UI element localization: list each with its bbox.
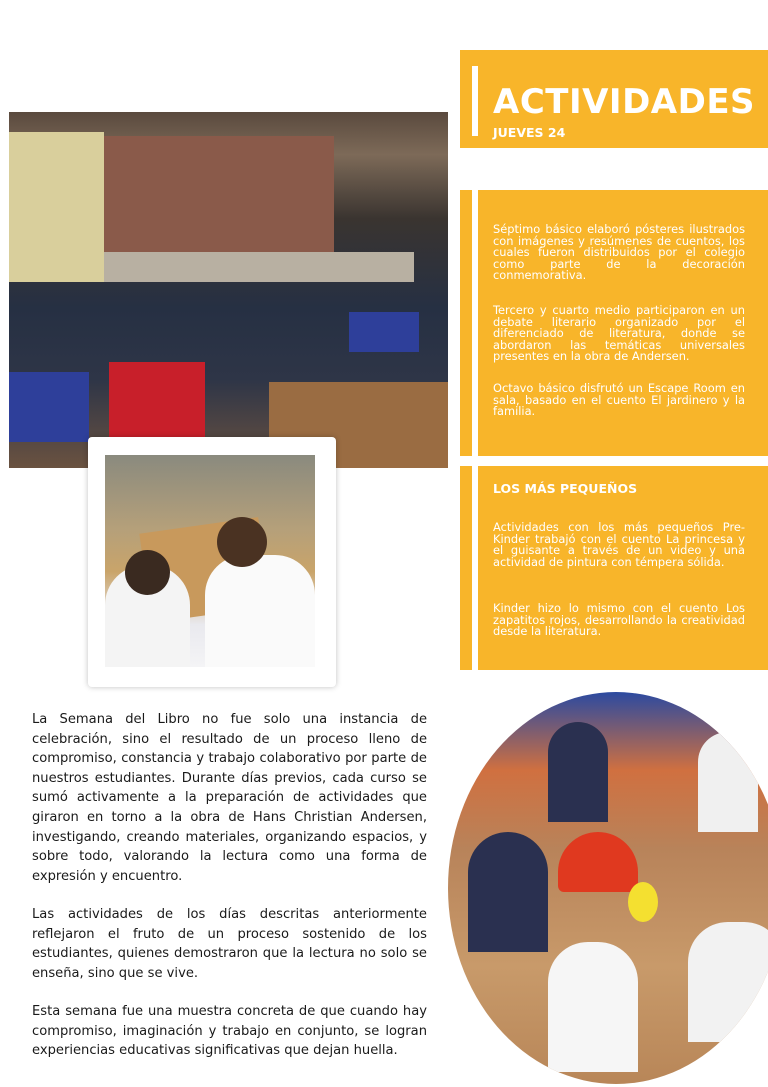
- small-ones-paragraph-1: Actividades con los más pequeños Pre-Kinder trabajó con el cuento La princesa y el guisante a través de un video y una actividad de pintura con témpera sólida.: [493, 520, 745, 569]
- photo-stage-wall: [104, 136, 334, 256]
- kindergarten-circle-photo: [448, 692, 768, 1084]
- photo-child-sitting-3: [688, 922, 768, 1042]
- photo-toy-duck: [628, 882, 658, 922]
- activities-stripe: [472, 190, 478, 456]
- photo-student-head-2: [217, 517, 267, 567]
- activities-paragraph-3: Octavo básico disfrutó un Escape Room en sala, basado en el cuento El jardinero y la familia.: [493, 381, 745, 418]
- photo-chair-red: [109, 362, 205, 442]
- photo-child-sitting-1: [468, 832, 548, 952]
- body-paragraph-1: La Semana del Libro no fue solo una instancia de celebración, sino el resultado de un proceso lleno de compromiso, constancia y trabajo colaborativo por parte de nuestros estudiantes. Durante días previos, cada curso se sumó activamente a la preparación de actividades que giraron en torno a la obra de Hans Christian Andersen, investigando, creando materiales, organizando espacios, y sobre todo, valorando la lectura como una forma de expresión y encuentro.: [32, 712, 427, 884]
- body-paragraph-2: Las actividades de los días descritas anteriormente reflejaron el fruto de un proceso sostenido de los estudiantes, quienes demostraron que la lectura no solo se enseña, sino que se vive.: [32, 907, 427, 981]
- page-subtitle: JUEVES 24: [493, 125, 566, 140]
- small-ones-title: LOS MÁS PEQUEÑOS: [493, 481, 638, 496]
- photo-chair-blue: [9, 372, 89, 442]
- header-stripe: [472, 66, 478, 136]
- activities-paragraph-1: Séptimo básico elaboró pósteres ilustrados con imágenes y resúmenes de cuentos, los cuales fueron distribuidos por el colegio como parte de la decoración conmemorativa.: [493, 222, 745, 282]
- photo-child-standing-2: [698, 732, 758, 832]
- photo-chair-blue-2: [349, 312, 419, 352]
- small-ones-stripe: [472, 466, 478, 670]
- small-ones-paragraph-2: Kinder hizo lo mismo con el cuento Los zapatitos rojos, desarrollando la creatividad desde la literatura.: [493, 601, 745, 638]
- classroom-photo: [105, 455, 315, 667]
- photo-red-cape: [558, 832, 638, 892]
- small-ones-panel: [460, 466, 768, 670]
- activities-paragraph-2: Tercero y cuarto medio participaron en un debate literario organizado por el diferenciado de literatura, donde se abordaron las temáticas universales presentes en la obra de Andersen.: [493, 303, 745, 363]
- activities-panel: [460, 190, 768, 456]
- event-photo-stage: [9, 112, 448, 468]
- photo-stage: [104, 252, 414, 282]
- body-paragraph-3: Esta semana fue una muestra concreta de que cuando hay compromiso, imaginación y trabajo en conjunto, se logran experiencias educativas significativas que dejan huella.: [32, 1004, 427, 1059]
- photo-child-standing-1: [548, 722, 608, 822]
- photo-curtain: [9, 132, 104, 282]
- photo-student-head-1: [125, 550, 170, 595]
- photo-student-2: [205, 555, 315, 667]
- page-title: ACTIVIDADES: [493, 82, 756, 122]
- photo-child-sitting-2: [548, 942, 638, 1072]
